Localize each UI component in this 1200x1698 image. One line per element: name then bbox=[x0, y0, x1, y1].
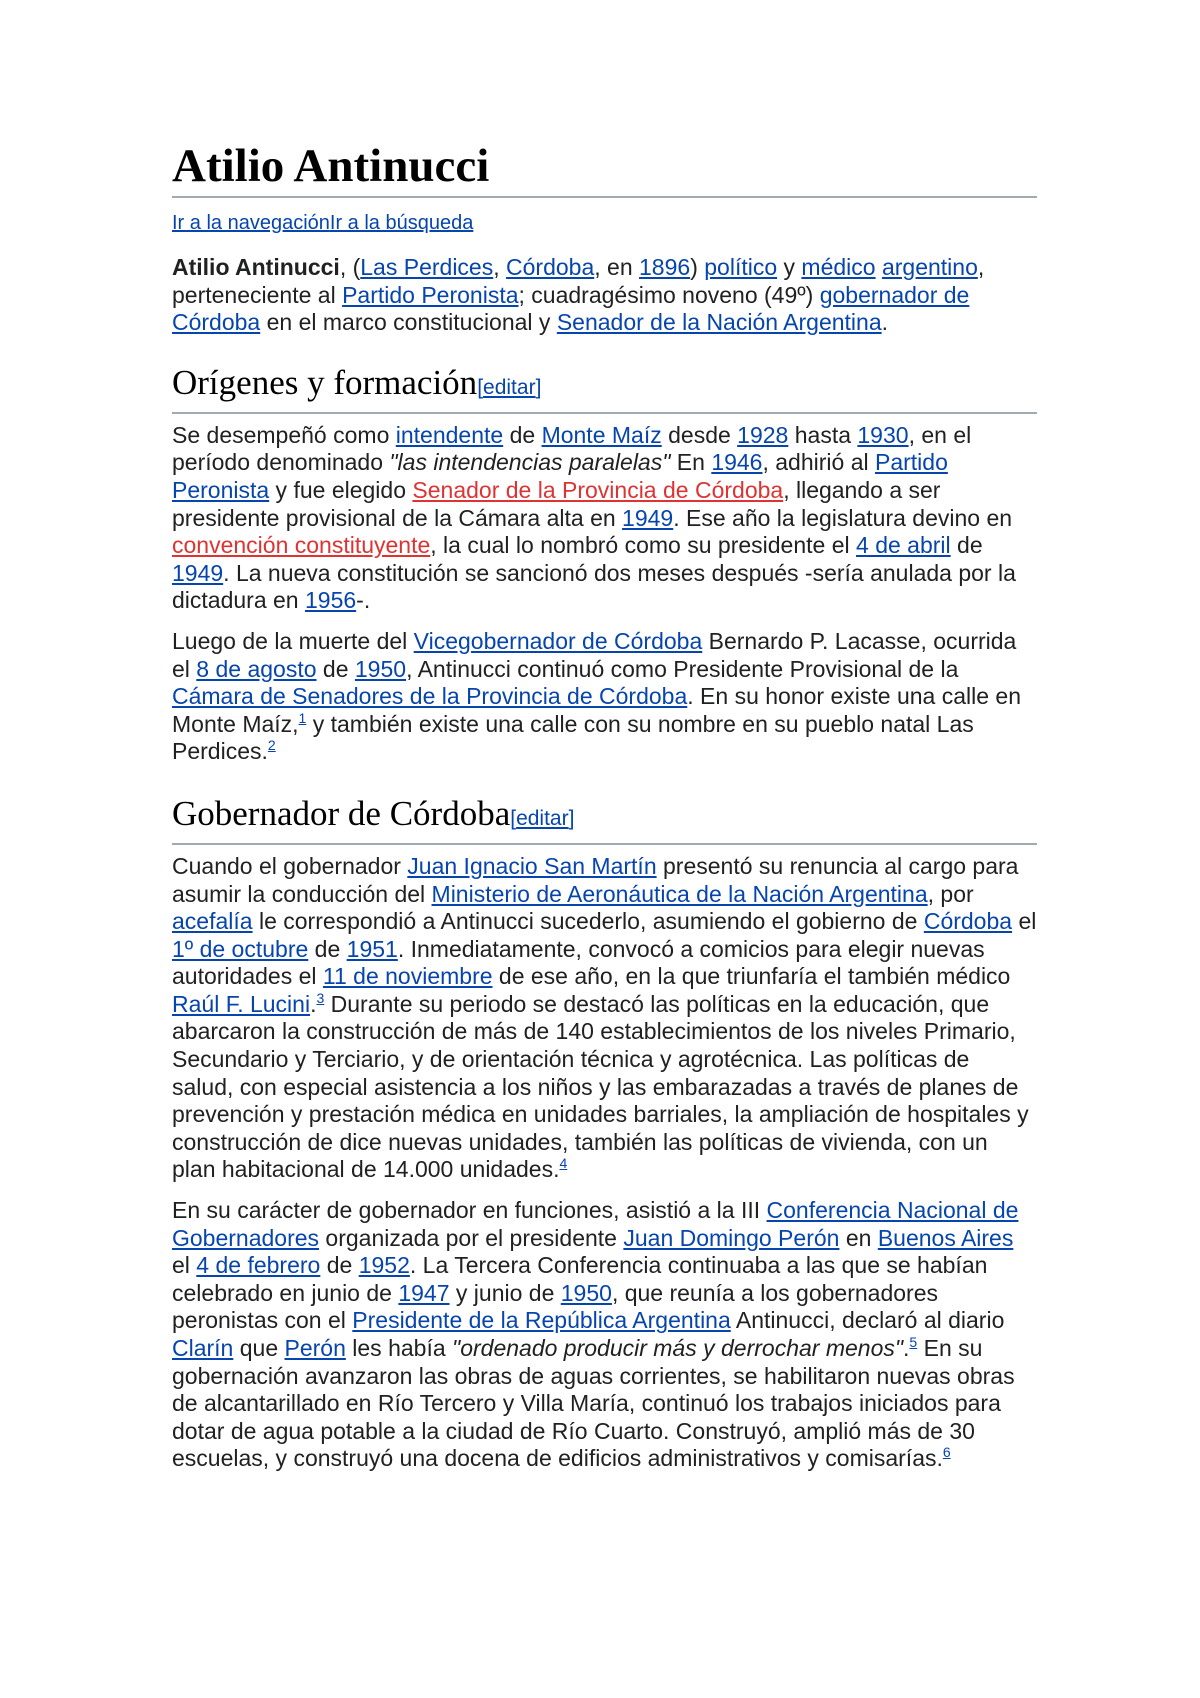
text: , bbox=[493, 254, 507, 280]
reference-link[interactable]: 3 bbox=[316, 989, 325, 1006]
text: . Ese año la legislatura devino en bbox=[673, 504, 1013, 531]
italic-text: "las intendencias paralelas" bbox=[389, 449, 671, 476]
link-1896[interactable]: 1896 bbox=[639, 254, 691, 280]
link-senador-provincia-cordoba[interactable]: Senador de la Provincia de Córdoba bbox=[412, 476, 784, 503]
link-conferencia-nacional-de-gobernadores[interactable]: Conferencia Nacional de Gobernadores bbox=[172, 1197, 1019, 1251]
edit-section-link-wrapper: [editar] bbox=[510, 806, 575, 830]
reference-link[interactable]: 4 bbox=[559, 1155, 568, 1172]
link-1950[interactable]: 1950 bbox=[354, 655, 407, 682]
jump-links bbox=[172, 210, 1037, 236]
link-vicegobernador-de-cordoba[interactable]: Vicegobernador de Córdoba bbox=[413, 627, 703, 654]
text: de ese año, en la que triunfaría el también médico bbox=[492, 963, 1011, 990]
link-juan-domingo-peron[interactable]: Juan Domingo Perón bbox=[623, 1224, 840, 1251]
text: de bbox=[308, 935, 347, 962]
text: En su gobernación avanzaron las obras de aguas corrientes, se habilitaron nuevas obras de alcantarillado en Río Tercero y Villa María, continuó los trabajos iniciados para dotar de agua potable a la ciudad de Río Cuarto. Construyó, amplió más de 30 escuelas, y construyó una docena de edificios administrativos y comisarías. bbox=[172, 1335, 1015, 1472]
edit-section-link[interactable]: editar bbox=[516, 806, 569, 830]
text: desde bbox=[661, 421, 738, 448]
link-peron[interactable]: Perón bbox=[284, 1335, 346, 1361]
text: organizada por el presidente bbox=[319, 1224, 624, 1251]
subject-name: Atilio Antinucci bbox=[172, 254, 340, 280]
link-1930[interactable]: 1930 bbox=[857, 421, 909, 448]
link-acefalia[interactable]: acefalía bbox=[172, 908, 253, 935]
text: ; cuadragésimo noveno (49º) bbox=[518, 281, 820, 308]
text: En su carácter de gobernador en funciones, asistió a la III bbox=[172, 1197, 767, 1224]
link-cordoba[interactable]: Córdoba bbox=[923, 908, 1013, 935]
link-argentino[interactable]: argentino bbox=[881, 254, 978, 280]
link-1-de-octubre[interactable]: 1º de octubre bbox=[172, 935, 309, 962]
link-las-perdices[interactable]: Las Perdices bbox=[360, 254, 494, 280]
link-camara-de-senadores[interactable]: Cámara de Senadores de la Provincia de Córdoba bbox=[172, 683, 688, 710]
text: que bbox=[233, 1335, 285, 1361]
link-partido-peronista[interactable]: Partido Peronista bbox=[172, 449, 948, 503]
reference-marker bbox=[560, 1155, 568, 1171]
text: hasta bbox=[788, 421, 858, 448]
text: -. bbox=[356, 587, 371, 614]
link-raul-f-lucini[interactable]: Raúl F. Lucini bbox=[172, 990, 311, 1017]
text: Antinucci, declaró al diario bbox=[730, 1307, 1005, 1334]
link-cordoba[interactable]: Córdoba bbox=[506, 254, 595, 280]
link-1949[interactable]: 1949 bbox=[172, 559, 224, 586]
link-convencion-constituyente[interactable]: convención constituyente bbox=[172, 532, 431, 559]
text: el bbox=[1012, 908, 1037, 935]
text: y bbox=[777, 254, 802, 280]
reference-link[interactable]: 6 bbox=[942, 1444, 951, 1461]
text: . La Tercera Conferencia continuaba a las que se habían celebrado en junio de bbox=[172, 1252, 988, 1306]
text: , adhirió al bbox=[762, 449, 875, 476]
reference-link[interactable]: 2 bbox=[267, 737, 276, 754]
link-presidente-de-la-republica[interactable]: Presidente de la República Argentina bbox=[352, 1307, 731, 1334]
paragraph bbox=[172, 628, 1037, 766]
link-juan-ignacio-san-martin[interactable]: Juan Ignacio San Martín bbox=[407, 852, 657, 879]
text: . bbox=[310, 990, 317, 1017]
section-heading-gobernador bbox=[172, 792, 1037, 845]
link-intendente[interactable]: intendente bbox=[395, 421, 504, 448]
text: le correspondió a Antinucci sucederlo, asumiendo el gobierno de bbox=[252, 908, 924, 935]
text: , Antinucci continuó como Presidente Provisional de la bbox=[406, 655, 959, 682]
link-8-de-agosto[interactable]: 8 de agosto bbox=[196, 655, 317, 682]
link-1949[interactable]: 1949 bbox=[622, 504, 674, 531]
link-senador-de-la-nacion[interactable]: Senador de la Nación Argentina bbox=[556, 309, 882, 336]
link-1952[interactable]: 1952 bbox=[358, 1252, 410, 1279]
text: , por bbox=[927, 880, 974, 907]
text: , la cual lo nombró como su presidente el bbox=[430, 532, 857, 559]
italic-quote: "ordenado producir más y derrochar menos" bbox=[452, 1335, 904, 1361]
text: . bbox=[881, 309, 889, 336]
lead-paragraph bbox=[172, 254, 1037, 337]
text: . En su honor existe una calle en Monte Maíz, bbox=[172, 683, 1021, 737]
paragraph bbox=[172, 1197, 1037, 1473]
edit-section-link[interactable]: editar bbox=[483, 375, 536, 399]
link-1950[interactable]: 1950 bbox=[560, 1279, 612, 1306]
text: . La nueva constitución se sancionó dos meses después -sería anulada por la dictadura en bbox=[172, 559, 1016, 614]
text: Cuando el gobernador bbox=[172, 852, 408, 879]
text: , llegando a ser presidente provisional de la Cámara alta en bbox=[172, 476, 941, 531]
link-gobernador-de-cordoba[interactable]: gobernador de Córdoba bbox=[172, 281, 970, 336]
section-heading-origenes bbox=[172, 361, 1037, 414]
text: En bbox=[670, 449, 712, 476]
paragraph bbox=[172, 853, 1037, 1184]
text: . Inmediatamente, convocó a comicios para elegir nuevas autoridades el bbox=[172, 935, 985, 990]
link-11-de-noviembre[interactable]: 11 de noviembre bbox=[322, 963, 493, 990]
reference-link[interactable]: 5 bbox=[909, 1334, 918, 1350]
text: de bbox=[950, 532, 983, 559]
link-medico[interactable]: médico bbox=[801, 254, 876, 280]
text: presentó su renuncia al cargo para asumir la conducción del bbox=[172, 852, 1019, 907]
text: y también existe una calle con su nombre en su pueblo natal Las Perdices. bbox=[172, 710, 974, 765]
link-partido-peronista[interactable]: Partido Peronista bbox=[342, 281, 519, 308]
edit-section-link-wrapper: [editar] bbox=[477, 375, 542, 399]
section-heading-text: Orígenes y formación bbox=[172, 362, 478, 402]
link-1947[interactable]: 1947 bbox=[398, 1279, 450, 1306]
text: y junio de bbox=[449, 1279, 561, 1306]
text: Luego de la muerte del bbox=[172, 627, 414, 654]
text: , que reunía a los gobernadores peronistas con el bbox=[172, 1279, 939, 1334]
text: ) bbox=[690, 254, 705, 280]
text: el bbox=[172, 1252, 197, 1279]
text: . bbox=[903, 1335, 910, 1361]
text: les había bbox=[345, 1335, 453, 1361]
link-politico[interactable]: político bbox=[704, 254, 778, 280]
text: en bbox=[839, 1224, 878, 1251]
link-monte-maiz[interactable]: Monte Maíz bbox=[541, 421, 662, 448]
text: de bbox=[503, 421, 542, 448]
text: , ( bbox=[339, 254, 361, 280]
article-content bbox=[172, 138, 1037, 1473]
text: , en bbox=[594, 254, 640, 280]
link-4-de-abril[interactable]: 4 de abril bbox=[856, 532, 951, 559]
link-buenos-aires[interactable]: Buenos Aires bbox=[877, 1224, 1014, 1251]
text: Durante su periodo se destacó las políticas en la educación, que abarcaron la construcción de más de 140 establecimientos de los niveles Primario, Secundario y Terciario, y de orientación técnica y agrotécnica. Las políticas de salud, con especial asistencia a los niños y las embarazadas a través de planes de prevención y prestación médica en unidades barriales, la ampliación de hospitales y construcción de dice nuevas unidades, también las políticas de vivienda, con un plan habitacional de 14.000 unidades. bbox=[172, 990, 1029, 1183]
text: Bernardo P. Lacasse, ocurrida el bbox=[172, 627, 1017, 682]
link-clarin[interactable]: Clarín bbox=[172, 1335, 234, 1361]
text: en el marco constitucional y bbox=[260, 309, 557, 336]
link-1951[interactable]: 1951 bbox=[346, 935, 398, 962]
link-1956[interactable]: 1956 bbox=[304, 587, 357, 614]
text: , en el período denominado bbox=[172, 421, 972, 476]
reference-link[interactable]: 1 bbox=[298, 709, 307, 726]
link-1946[interactable]: 1946 bbox=[711, 449, 763, 476]
section-heading-text: Gobernador de Córdoba bbox=[172, 793, 511, 833]
text: , perteneciente al bbox=[172, 254, 985, 308]
page-title: Atilio Antinucci bbox=[172, 138, 1037, 198]
link-1928[interactable]: 1928 bbox=[737, 421, 789, 448]
text: Se desempeñó como bbox=[172, 421, 396, 448]
link-4-de-febrero[interactable]: 4 de febrero bbox=[196, 1252, 321, 1279]
reference-marker bbox=[943, 1444, 951, 1460]
paragraph bbox=[172, 422, 1037, 615]
link-ministerio-de-aeronautica[interactable]: Ministerio de Aeronáutica de la Nación Argentina bbox=[431, 880, 928, 907]
text: de bbox=[320, 1252, 359, 1279]
text: y fue elegido bbox=[269, 476, 413, 503]
jump-to-navigation-link[interactable]: Ir a la navegación bbox=[172, 212, 330, 234]
jump-to-search-link[interactable]: Ir a la búsqueda bbox=[329, 212, 474, 234]
reference-marker bbox=[268, 737, 276, 753]
text: de bbox=[316, 655, 355, 682]
